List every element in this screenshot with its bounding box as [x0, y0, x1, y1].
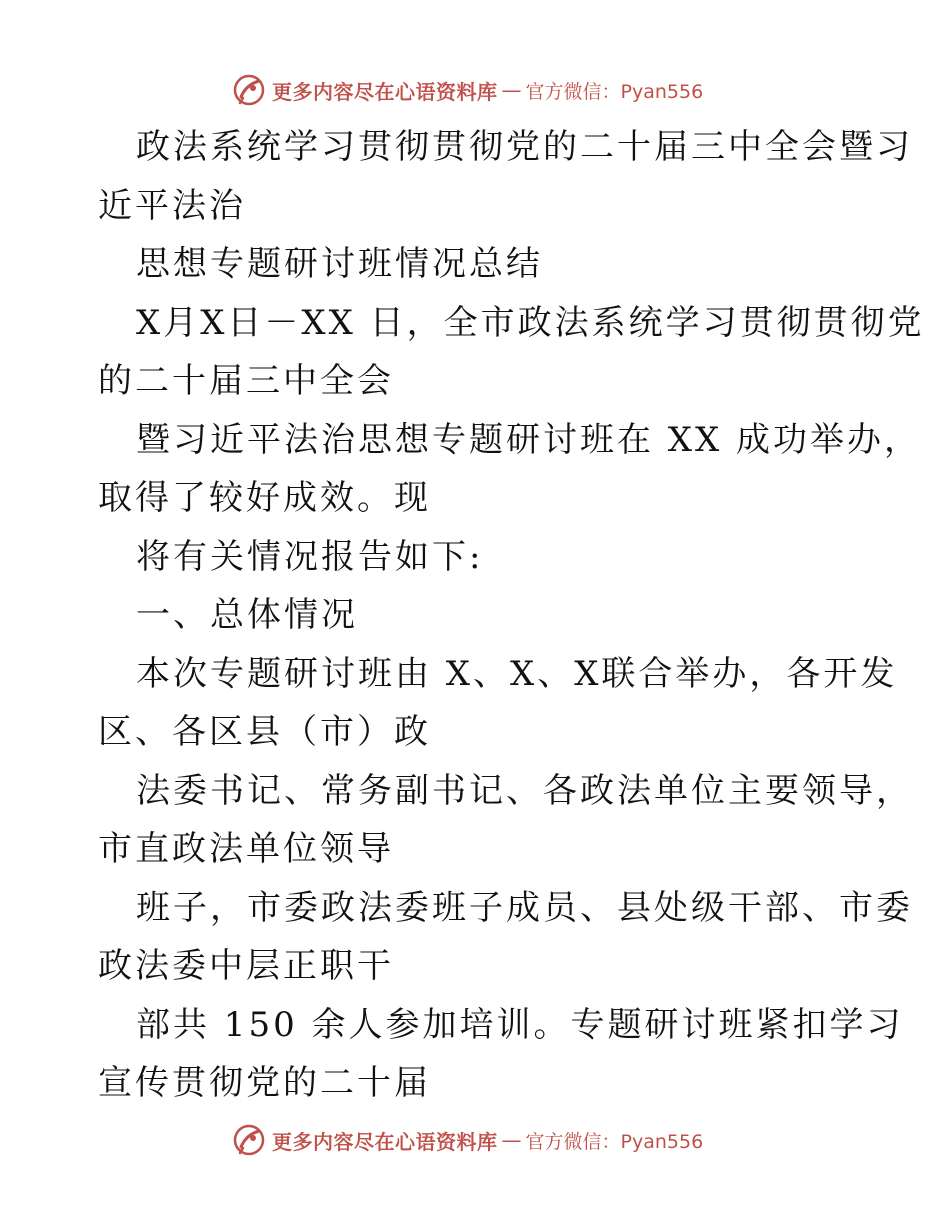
body-line: 宣传贯彻党的二十届 — [98, 1063, 431, 1103]
banner-main-text: 更多内容尽在心语资料库 — [272, 1129, 498, 1154]
banner-separator: — — [501, 1128, 522, 1152]
body-line: X月X日－XX 日，全市政法系统学习贯彻贯彻党 — [136, 302, 925, 343]
section-heading: 一、总体情况 — [136, 595, 358, 635]
logo-icon — [232, 1123, 266, 1157]
title-line-3: 思想专题研讨班情况总结 — [136, 244, 543, 284]
body-line: 本次专题研讨班由 X、X、X联合举办，各开发 — [136, 653, 898, 694]
body-line: 市直政法单位领导 — [98, 829, 394, 869]
banner-main-text: 更多内容尽在心语资料库 — [272, 79, 498, 104]
body-line: 将有关情况报告如下: — [136, 536, 484, 577]
document-body — [98, 118, 925, 1113]
body-line: 区、各区县（市）政 — [98, 712, 431, 752]
body-line: 取得了较好成效。现 — [98, 478, 431, 518]
banner-separator: — — [501, 78, 522, 102]
title-line-2: 近平法治 — [98, 185, 246, 226]
banner-wechat-text: 官方微信：Pyan556 — [525, 80, 704, 103]
body-line: 暨习近平法治思想专题研讨班在 XX 成功举办， — [136, 419, 922, 460]
footer-banner — [232, 1122, 703, 1158]
body-line: 政法委中层正职干 — [98, 946, 394, 986]
body-line: 部共 150 余人参加培训。专题研讨班紧扣学习 — [136, 1004, 904, 1045]
title-line-1: 政法系统学习贯彻贯彻党的二十届三中全会暨习 — [136, 127, 913, 167]
header-banner — [232, 72, 703, 108]
body-line: 的二十届三中全会 — [98, 361, 394, 401]
body-line: 法委书记、常务副书记、各政法单位主要领导， — [136, 770, 913, 811]
banner-wechat-text: 官方微信：Pyan556 — [525, 1130, 704, 1153]
body-line: 班子，市委政法委班子成员、县处级干部、市委 — [136, 887, 913, 928]
logo-icon — [232, 73, 266, 107]
